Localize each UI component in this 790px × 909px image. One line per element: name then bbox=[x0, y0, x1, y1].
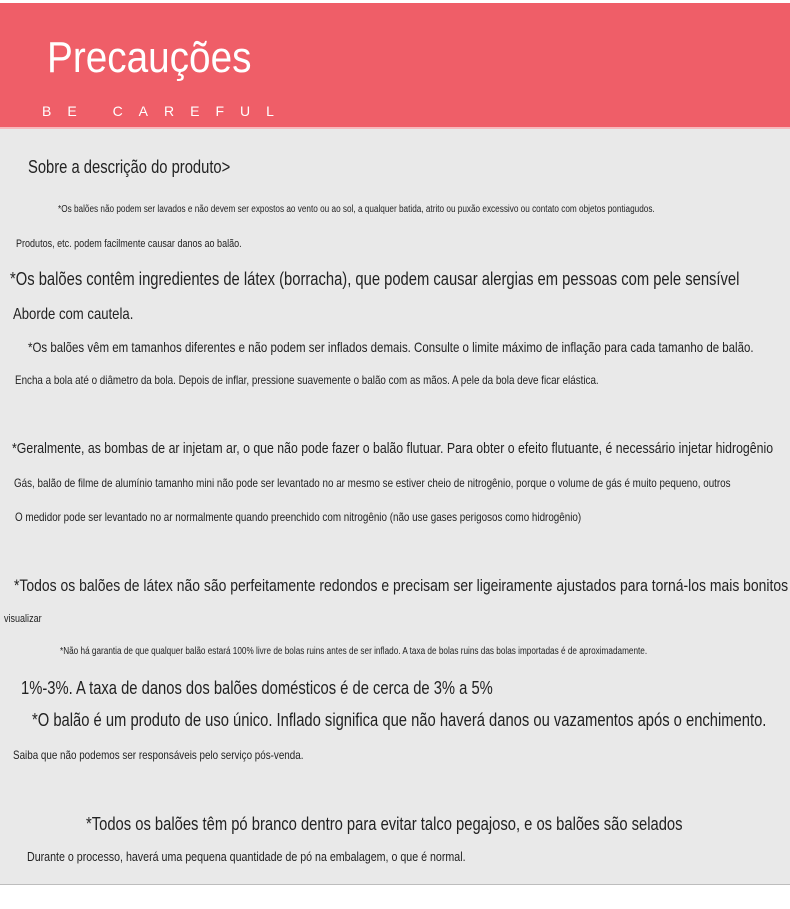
precaution-line: visualizar bbox=[4, 613, 42, 625]
precaution-line: Durante o processo, haverá uma pequena quantidade de pó na embalagem, o que é normal. bbox=[27, 849, 466, 864]
precaution-line: Gás, balão de filme de alumínio tamanho mini não pode ser levantado no ar mesmo se estiver cheio de nitrogênio, porque o volume de gás é muito pequeno, outros bbox=[14, 476, 731, 490]
page-subtitle: BE CAREFUL bbox=[42, 103, 290, 119]
precaution-line: O medidor pode ser levantado no ar normalmente quando preenchido com nitrogênio (não use gases perigosos como hidrogênio) bbox=[15, 510, 582, 524]
precaution-line: *O balão é um produto de uso único. Inflado significa que não haverá danos ou vazamentos após o enchimento. bbox=[32, 710, 767, 730]
precaution-line: *Os balões contêm ingredientes de látex (borracha), que podem causar alergias em pessoas com pele sensível bbox=[10, 269, 740, 289]
precaution-line: *Os balões vêm em tamanhos diferentes e não podem ser inflados demais. Consulte o limite máximo de inflação para cada tamanho de balão. bbox=[28, 339, 754, 355]
precaution-line: *Geralmente, as bombas de ar injetam ar, o que não pode fazer o balão flutuar. Para obter o efeito flutuante, é necessário injetar hidrogênio bbox=[12, 440, 774, 457]
precaution-line: *Todos os balões de látex não são perfeitamente redondos e precisam ser ligeiramente ajustados para torná-los mais bonitos bbox=[14, 576, 789, 595]
precaution-line: *Não há garantia de que qualquer balão estará 100% livre de bolas ruins antes de ser inflado. A taxa de bolas ruins das bolas importadas é de aproximadamente. bbox=[60, 646, 648, 657]
precaution-line: Encha a bola até o diâmetro da bola. Depois de inflar, pressione suavemente o balão com as mãos. A pele da bola deve ficar elástica. bbox=[15, 373, 599, 387]
precaution-line: Saiba que não podemos ser responsáveis ​​pelo serviço pós-venda. bbox=[13, 748, 304, 762]
precaution-line: Produtos, etc. podem facilmente causar danos ao balão. bbox=[16, 238, 242, 250]
section-title: Sobre a descrição do produto> bbox=[28, 157, 231, 177]
precaution-line: *Os balões não podem ser lavados e não devem ser expostos ao vento ou ao sol, a qualquer batida, atrito ou puxão excessivo ou contato com objetos pontiagudos. bbox=[58, 204, 655, 215]
precautions-content bbox=[0, 129, 790, 885]
precaution-line: *Todos os balões têm pó branco dentro para evitar talco pegajoso, e os balões são selados bbox=[86, 814, 683, 834]
precaution-line: 1%-3%. A taxa de danos dos balões domésticos é de cerca de 3% a 5% bbox=[21, 678, 493, 698]
header-banner bbox=[0, 3, 790, 129]
page-title: Precauções bbox=[47, 33, 252, 82]
precaution-line: Aborde com cautela. bbox=[13, 306, 134, 323]
